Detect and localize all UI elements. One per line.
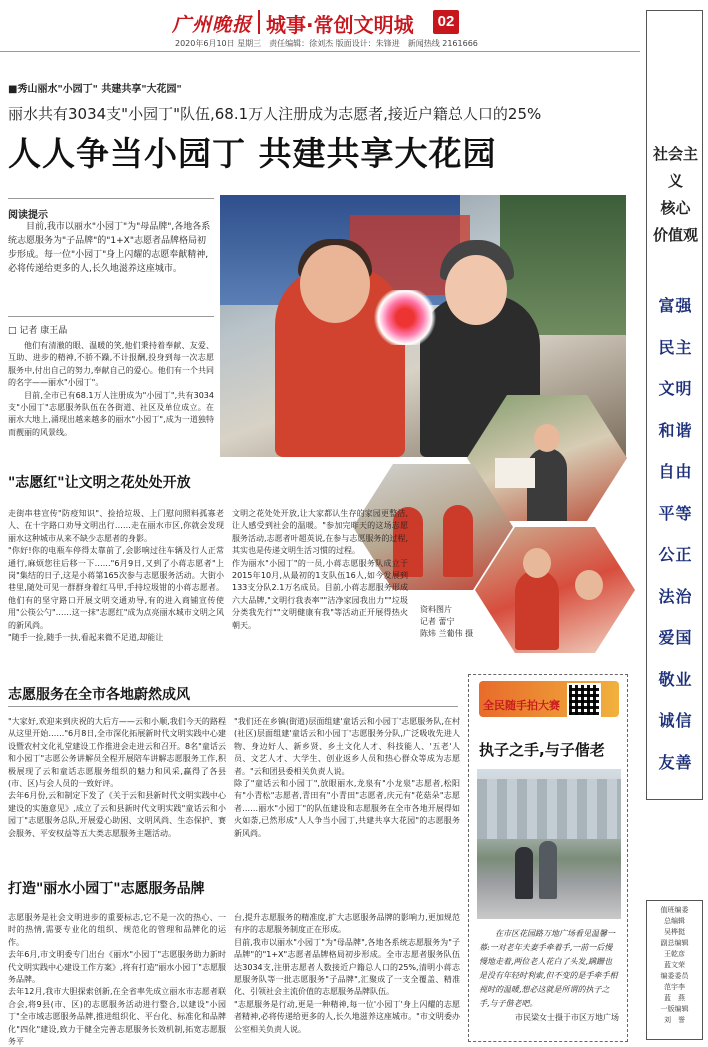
hex-head: [534, 424, 560, 452]
core-values-list: [647, 285, 704, 783]
section-2-col-1: "大家好,欢迎来到庆祝的大后方——云和小顺,我们今天的路程从这里开始……"6月8日,全市深化拓展新时代文明实践中心建设暨农村文化礼堂建设工作推进会走进云和召开。8名"童话云和小园丁"志愿公务讲解员全程开展陪车讲解志愿服务工作,积极展现了云和童话志愿服务组织的魅力和风采,赢得了各县(市、区)与会人员的一致好评。 去年6月份,云和制定下发了《关于云和县新时代文明实践中心建设的实施意见》,成立了云和县新时代文明实践"童话云和小园丁"志愿服务总队,开展爱心助困、文明风尚、生态保护、赛会服务、平安权益等五大类志愿服务主题活动。: [8, 717, 226, 838]
staff-line: 蓝文荣: [664, 961, 685, 969]
core-value: 友善: [658, 752, 693, 772]
core-value: 公正: [658, 545, 693, 564]
qr-code: [567, 683, 601, 717]
photo-flowers: [370, 290, 440, 345]
masthead-meta: 2020年6月10日 星期三 责任编辑：徐刘杰 版面设计：朱锋进 新闻热线 2161666: [175, 39, 478, 48]
paragraph: 他们有清澈的眼、温暖的笑,他们秉持着奉献、友爱、互助、进步的精神,不骄不躁,不计报酬,投身到每一次志愿服务中,付出自己的努力,奉献自己的爱心。他们有一个共同的名字——丽水"小园丁"。: [8, 341, 214, 388]
section-3-col-2: 台,提升志愿服务的精准度,扩大志愿服务品牌的影响力,更加规范有序的志愿服务制度正在形成。 目前,我市以丽水"小园丁"为"母品牌",各地各系统志愿服务为"子品牌"的"1+X"志愿者品牌格局初步形成。全市志愿者服务队伍达3034支,注册志愿者人数接近户籍总人口的25%,清明小蒋志愿服务队等一批志愿服务"子品牌",汇聚成了一支全覆盖、精准化、引领社会主流价值的志愿服务品牌队伍。 "志愿服务是行动,更是一种精神,每一位'小园丁'身上闪耀的志愿者精神,必将传递给更多的人,长久地滋养这座城市。"市文明委办公室相关负责人说。: [234, 913, 460, 1034]
sidebar-title: [647, 141, 704, 249]
hex-figure: [443, 505, 473, 577]
paragraph: 目前,全市已有68.1万人注册成为"小园丁",共有3034支"小园丁"志愿服务队伍在各街道、社区及单位成立。在丽水大地上,涌现出越来越多的丽水"小园丁",成为一道独特而靓丽的风景线。: [8, 390, 214, 437]
staff-line: 一版编辑: [660, 1005, 689, 1013]
staff-box: [646, 900, 703, 1040]
section-1-col-2: 文明之花处处开放,让大家都认生存的家园更整洁,让人感受到社会的温暖。"参加完昨天的这场志愿服务活动,志愿者叶超英说,在参与志愿服务的过程,其实也是传递文明生活习惯的过程。 作为丽水"小园丁"的一员,小蒋志愿服务队成立于2015年10月,从最初的1支队伍16人,如今发展到133支分队2.1万名成员。目前,小蒋志愿服务形成六大品牌,"文明行我表率""洁净家园我出力""垃圾分类我先行""文明健康有我"等活动正开展得热火朝天。: [232, 509, 408, 630]
credit-line: 陈炜 兰葡伟 摄: [420, 629, 474, 638]
photo-elder-woman: [539, 841, 557, 899]
credit-line: 记者 蕾宁: [420, 617, 455, 626]
staff-line: 编委委员: [660, 972, 689, 980]
section-title: 城事·常创文明城: [266, 13, 414, 37]
section-3-col-1: 志愿服务是社会文明进步的重要标志,它不是一次的热心、一时的热情,需要专业化的组织、规范化的管理和品牌化的运作。 去年6月,市文明委专门出台《丽水"小园丁"志愿服务助力新时代文明实践中心建设工作方案》,将有打造"丽水小园丁"志愿服务品牌。 去年12月,我市大胆探索创新,在全省率先成立丽水市志愿者联合会,将9县(市、区)的志愿服务活动进行整合,以建设"小园丁"全市域志愿服务品牌,推进组织化、平台化、标准化和品牌化"四化"建设,致力于健全完善志愿服务长效机制,拓宽志愿服务平: [8, 913, 226, 1047]
core-value: 和谐: [658, 420, 693, 440]
section-2-col-2: "我们还在乡镇(街道)层面组建'童话云和小园丁'志愿服务队,在村(社区)层面组建'童话云和小园丁'志愿服务分队,广泛吸收先进人物、身边好人、新乡贤、乡土文化人才、科技能人、'五老'人员、文艺人才、大学生、创业返乡人员和热心群众等成为志愿者。"云和团县委相关负责人说。 除了"童话云和小园丁",放眼丽水,龙泉有"小龙泉"志愿者,松阳有"小青松"志愿者,青田有"小青田"志愿者,庆元有"花菇朵"志愿者……丽水"小园丁"的队伍建设和志愿服务在全市各地开展得如火如荼,已然形成"人人争当小园丁,共建共享大花园"的志愿服务新风尚。: [234, 717, 460, 838]
staff-line: 范宇李: [664, 983, 685, 991]
article-subhead: 丽水共有3034支"小园丁"队伍,68.1万人注册成为志愿者,接近户籍总人口的25%: [8, 105, 542, 123]
staff-line: 副总编辑: [660, 939, 689, 947]
hex-sign: [495, 458, 535, 488]
photo-elder-man: [515, 847, 533, 899]
core-value: 民主: [658, 337, 693, 357]
staff-line: 刘 誉: [664, 1016, 685, 1024]
staff-line: 蓝 燕: [664, 994, 685, 1002]
hex-head: [575, 570, 603, 600]
masthead-divider: [258, 10, 260, 34]
guide-title: 阅读提示: [8, 210, 48, 221]
hex-figure: [515, 570, 559, 650]
core-value: 平等: [658, 503, 693, 523]
sidebar-title-line: 价值观: [652, 226, 698, 244]
photo-volunteer-head: [300, 245, 370, 323]
core-value: 文明: [658, 379, 693, 398]
divider: [8, 198, 214, 199]
core-value: 富强: [658, 296, 693, 315]
sidebar-title-line: 社会主义: [652, 145, 698, 190]
core-value: 法治: [658, 586, 693, 606]
article-kicker: ■秀山丽水"小园丁" 共建共享"大花园": [8, 84, 182, 95]
intro-text: [8, 340, 214, 439]
divider: [8, 316, 214, 317]
section-heading: 打造"丽水小园丁"志愿服务品牌: [8, 881, 205, 897]
caption-text: 在市区花园路万地广场看见温馨一幕:一对老年夫妻手牵着手,一前一后慢慢地走着,两位老人花白了头发,蹒跚也是没有年轻时利索,但不变的是手牵手相视时的温暖,想必这就是所谓的执子之手,与子偕老吧。: [479, 929, 618, 1008]
contest-banner-text: 全民随手拍大赛: [483, 699, 560, 712]
staff-line: 王乾彦: [664, 950, 685, 958]
section-heading: 志愿服务在全市各地蔚然成风: [8, 687, 190, 703]
core-value: 爱国: [658, 628, 693, 647]
byline: □ 记者 康王晶: [8, 326, 68, 336]
caption-credit: 市民梁女士摄于市区万地广场: [515, 1013, 619, 1022]
photo-citizen-head: [445, 255, 507, 325]
sidebar-title-line: 核心: [660, 199, 691, 217]
paper-name: 广州晚报: [172, 14, 253, 36]
section-heading: "志愿红"让文明之花处处开放: [8, 475, 191, 491]
masthead: [0, 0, 640, 52]
core-value: 诚信: [658, 711, 693, 730]
photo-building: [477, 779, 621, 839]
guide-text: 目前,我市以丽水"小园丁"为"母品牌",各地各系统志愿服务为"子品牌"的"1+X"志愿者品牌格局初步形成。每一位"小园丁"身上闪耀的志愿奉献精神,必将传递给更多的人,长久地滋养这座城市。: [8, 222, 211, 274]
credit-line: 资料图片: [420, 605, 452, 614]
core-value: 敬业: [658, 669, 693, 689]
contest-photo-title: 执子之手,与子偕老: [479, 741, 605, 759]
core-values-sidebar: [646, 10, 703, 800]
staff-line: 吴桦挺: [664, 928, 685, 936]
hex-head: [523, 548, 551, 578]
section-1-col-1: 走街串巷宣传"防疫知识"、捡拾垃圾、上门慰问照料孤寡老人、在十字路口劝导文明出行……走在丽水市区,你就会发现丽水这种城市从来不缺少志愿者的身影。 "你好!你的电瓶车停得太靠前了,会影响过往车辆及行人正常通行,麻烦您往后移一下……"6月9日,又到了小蒋志愿者"上岗"集结的日子,这是小蒋第165次参与志愿服务活动。大街小巷里,随处可见一群群身着红马甲,手持垃圾钳的小蒋志愿者。他们有的坚守路口开展文明交通劝导,有的进入商铺宣传使用"公筷公勺"……这一抹"志愿红"成为点亮丽水城市文明之风的新风尚。 "随手一捡,随手一扶,看起来微不足道,却能让: [8, 509, 224, 643]
divider: [8, 706, 458, 707]
article-headline: 人人争当小园丁 共建共享大花园: [8, 134, 497, 173]
contest-photo: [477, 769, 621, 919]
page-number-badge: 02: [433, 10, 459, 34]
staff-line: 值班编委: [660, 906, 689, 914]
staff-line: 总编辑: [664, 917, 685, 925]
photo-contest-box: [468, 674, 628, 1042]
photo-credit: [420, 604, 480, 640]
contest-caption: [479, 927, 619, 1025]
core-value: 自由: [658, 462, 693, 481]
